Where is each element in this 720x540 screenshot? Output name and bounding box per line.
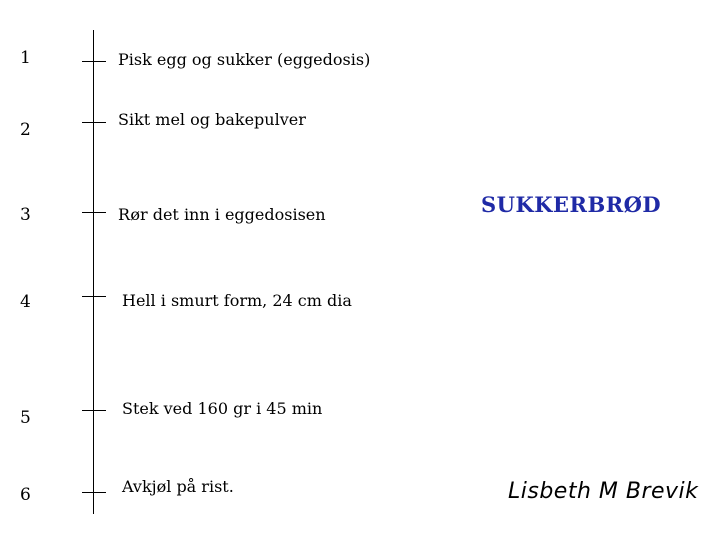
step-4-tick	[82, 296, 106, 297]
step-1-number: 1	[20, 48, 31, 68]
step-5-text: Stek ved 160 gr i 45 min	[122, 399, 323, 418]
step-6-tick	[82, 492, 106, 493]
author-signature: Lisbeth M Brevik	[508, 479, 699, 504]
step-5-tick	[82, 410, 106, 411]
step-6-number: 6	[20, 485, 31, 505]
step-3-text: Rør det inn i eggedosisen	[118, 205, 326, 224]
step-5-number: 5	[20, 408, 31, 428]
step-2-number: 2	[20, 120, 31, 140]
step-6-text: Avkjøl på rist.	[122, 477, 234, 496]
step-2-text: Sikt mel og bakepulver	[118, 110, 306, 129]
step-4-text: Hell i smurt form, 24 cm dia	[122, 291, 352, 310]
step-1-text: Pisk egg og sukker (eggedosis)	[118, 50, 371, 69]
recipe-title: SUKKERBRØD	[481, 192, 662, 217]
step-2-tick	[82, 122, 106, 123]
step-1-tick	[82, 61, 106, 62]
step-4-number: 4	[20, 292, 31, 312]
step-3-number: 3	[20, 205, 31, 225]
timeline-vertical-line	[93, 30, 94, 514]
step-3-tick	[82, 212, 106, 213]
